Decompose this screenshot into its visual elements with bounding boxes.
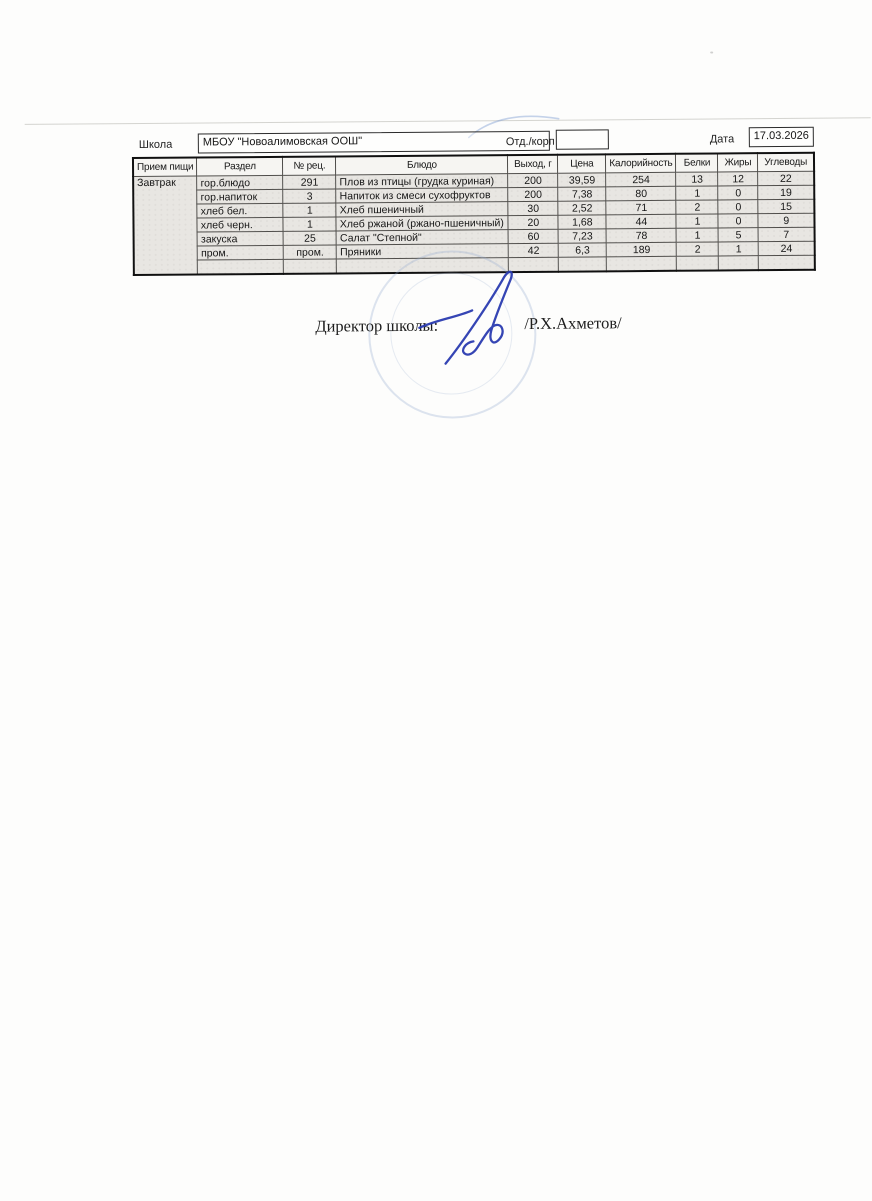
col-header-recipe: № рец.	[283, 156, 336, 175]
cell-recipe: пром.	[284, 245, 337, 259]
cell-recipe: 291	[283, 175, 336, 189]
menu-table	[132, 152, 816, 276]
cell-weight: 20	[508, 215, 558, 229]
col-header-dish: Блюдо	[336, 155, 508, 175]
cell-fat: 0	[718, 186, 758, 200]
cell-recipe: 1	[283, 217, 336, 231]
director-name: /Р.Х.Ахметов/	[524, 313, 622, 333]
cell-calories: 189	[607, 242, 677, 257]
cell-dish: Хлеб ржаной (ржано-пшеничный)	[336, 216, 508, 231]
cell-carbs: 15	[758, 199, 814, 213]
date-value-field: 17.03.2026	[749, 127, 814, 148]
col-header-calories: Калорийность	[606, 154, 676, 173]
cell-carbs: 24	[759, 241, 815, 255]
cell-fat: 12	[718, 172, 758, 186]
school-label: Школа	[138, 138, 173, 152]
cell-fat: 1	[719, 242, 759, 256]
paper-slip-edge	[25, 117, 871, 125]
cell-fat: 5	[719, 228, 759, 242]
cell-carbs: 7	[759, 227, 815, 241]
col-header-weight: Выход, г	[508, 155, 558, 174]
col-header-section: Раздел	[197, 157, 283, 176]
cell-recipe: 3	[283, 189, 336, 203]
cell-fat: 0	[718, 200, 758, 214]
cell-weight: 30	[508, 201, 558, 215]
cell-carbs: 19	[758, 185, 814, 199]
cell-recipe: 25	[283, 231, 336, 245]
cell-section: пром.	[198, 245, 284, 260]
cell-carbs: 9	[758, 213, 814, 227]
cell-protein: 2	[676, 200, 718, 214]
cell-carbs: 22	[758, 171, 814, 185]
date-label: Дата	[709, 133, 735, 146]
meal-name-cell: Завтрак	[133, 176, 198, 274]
col-header-price: Цена	[558, 154, 606, 173]
cell-price: 1,68	[558, 215, 606, 229]
cell-weight: 60	[508, 229, 558, 243]
cell-fat: 0	[718, 214, 758, 228]
cell-recipe: 1	[283, 203, 336, 217]
cell-dish: Салат "Степной"	[336, 230, 508, 245]
cell-calories: 78	[606, 228, 676, 243]
dept-label: Отд./корп	[505, 135, 555, 149]
signature-ink	[415, 259, 538, 372]
cell-price: 7,38	[558, 187, 606, 201]
cell-price: 6,3	[559, 243, 607, 257]
scan-speck	[710, 51, 713, 53]
cell-weight: 200	[508, 187, 558, 201]
cell-price: 39,59	[558, 173, 606, 187]
cell-price: 7,23	[558, 229, 606, 243]
cell-dish: Хлеб пшеничный	[336, 202, 508, 217]
cell-weight: 200	[508, 173, 558, 187]
cell-protein: 1	[676, 214, 718, 228]
cell-price: 2,52	[558, 201, 606, 215]
cell-section: хлеб черн.	[197, 217, 283, 232]
col-header-carbs: Углеводы	[758, 153, 814, 172]
cell-section: гор.напиток	[197, 189, 283, 204]
col-header-fat: Жиры	[718, 153, 758, 172]
cell-calories: 254	[606, 172, 676, 187]
col-header-protein: Белки	[676, 153, 718, 172]
cell-protein: 1	[677, 228, 719, 242]
cell-dish: Пряники	[337, 244, 509, 259]
director-label: Директор школы:	[315, 315, 439, 336]
school-value-field: МБОУ "Новоалимовская ООШ"	[198, 131, 550, 154]
cell-section: гор.блюдо	[197, 175, 283, 190]
cell-section: закуска	[197, 231, 283, 246]
cell-calories: 71	[606, 200, 676, 215]
cell-weight: 42	[509, 243, 559, 257]
cell-protein: 13	[676, 172, 718, 186]
cell-dish: Напиток из смеси сухофруктов	[336, 188, 508, 203]
cell-dish: Плов из птицы (грудка куриная)	[336, 174, 508, 189]
cell-protein: 1	[676, 186, 718, 200]
cell-protein: 2	[677, 242, 719, 256]
cell-calories: 44	[606, 214, 676, 229]
dept-value-field	[556, 129, 609, 149]
col-header-meal: Прием пищи	[133, 158, 197, 177]
cell-section: хлеб бел.	[197, 203, 283, 218]
cell-calories: 80	[606, 186, 676, 201]
